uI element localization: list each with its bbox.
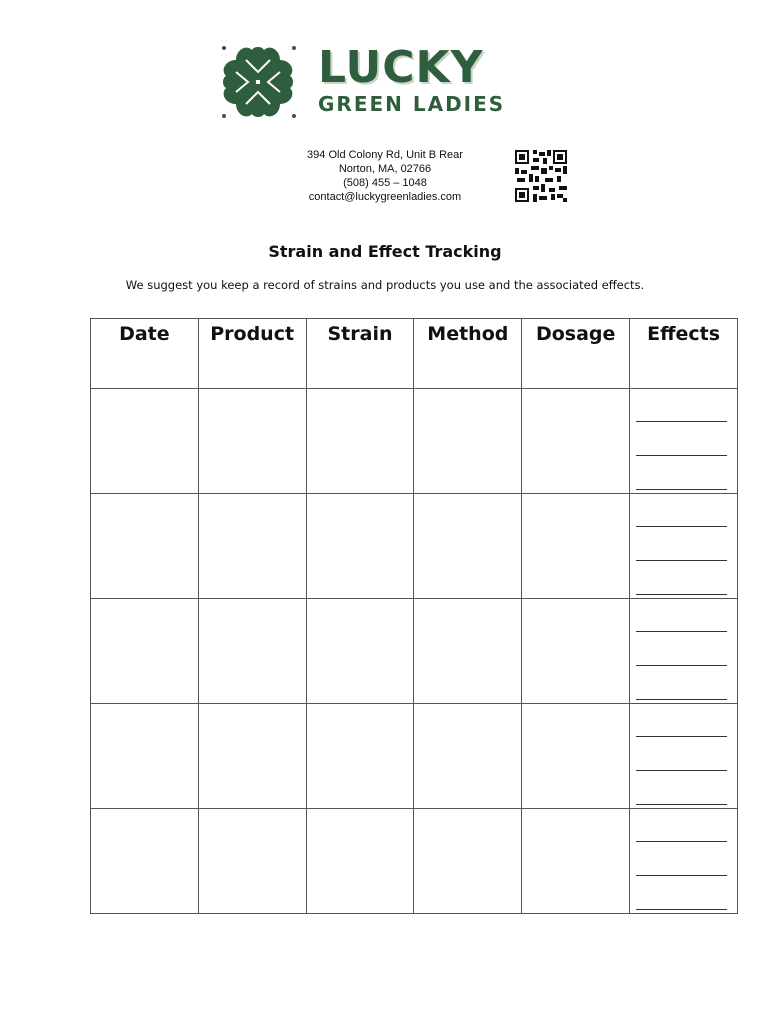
effect-blank-line[interactable] <box>636 909 727 910</box>
table-row <box>91 809 738 914</box>
column-header-date: Date <box>91 319 199 389</box>
product-cell[interactable] <box>198 389 306 494</box>
strain-cell[interactable] <box>306 599 414 704</box>
dosage-cell[interactable] <box>522 389 630 494</box>
effect-blank-line[interactable] <box>636 841 727 842</box>
date-cell[interactable] <box>91 809 199 914</box>
date-cell[interactable] <box>91 389 199 494</box>
method-cell[interactable] <box>414 389 522 494</box>
phone-number: (508) 455 – 1048 <box>343 177 427 189</box>
contact-block <box>290 148 480 204</box>
effect-blank-line[interactable] <box>636 736 727 737</box>
effects-cell[interactable] <box>630 389 738 494</box>
table-row <box>91 389 738 494</box>
table-row <box>91 599 738 704</box>
method-cell[interactable] <box>414 599 522 704</box>
column-header-dosage: Dosage <box>522 319 630 389</box>
column-header-effects: Effects <box>630 319 738 389</box>
strain-cell[interactable] <box>306 704 414 809</box>
effect-blank-line[interactable] <box>636 875 727 876</box>
strain-cell[interactable] <box>306 389 414 494</box>
column-header-strain: Strain <box>306 319 414 389</box>
strain-cell[interactable] <box>306 809 414 914</box>
dosage-cell[interactable] <box>522 599 630 704</box>
column-header-product: Product <box>198 319 306 389</box>
page-title: Strain and Effect Tracking <box>268 242 502 261</box>
dosage-cell[interactable] <box>522 494 630 599</box>
effect-blank-line[interactable] <box>636 455 727 456</box>
effect-blank-line[interactable] <box>636 804 727 805</box>
product-cell[interactable] <box>198 599 306 704</box>
column-header-method: Method <box>414 319 522 389</box>
date-cell[interactable] <box>91 494 199 599</box>
effect-blank-line[interactable] <box>636 770 727 771</box>
address-line-2: Norton, MA, 02766 <box>338 163 432 175</box>
page-subtitle: We suggest you keep a record of strains and products you use and the associated effects. <box>125 278 645 292</box>
effect-blank-line[interactable] <box>636 526 727 527</box>
dosage-cell[interactable] <box>522 809 630 914</box>
date-cell[interactable] <box>91 704 199 809</box>
table-body <box>91 389 738 914</box>
email-address: contact@luckygreenladies.com <box>308 191 462 203</box>
effect-blank-line[interactable] <box>636 699 727 700</box>
product-cell[interactable] <box>198 494 306 599</box>
method-cell[interactable] <box>414 809 522 914</box>
tracking-table <box>90 318 738 914</box>
effect-blank-line[interactable] <box>636 421 727 422</box>
product-cell[interactable] <box>198 809 306 914</box>
brand-logo <box>206 40 546 124</box>
table-row <box>91 494 738 599</box>
effect-blank-line[interactable] <box>636 489 727 490</box>
brand-name-bottom: GREEN LADIES <box>318 92 506 116</box>
dosage-cell[interactable] <box>522 704 630 809</box>
qr-code-icon <box>515 150 567 202</box>
effects-cell[interactable] <box>630 599 738 704</box>
effects-cell[interactable] <box>630 809 738 914</box>
product-cell[interactable] <box>198 704 306 809</box>
address-line-1: 394 Old Colony Rd, Unit B Rear <box>307 149 463 161</box>
method-cell[interactable] <box>414 704 522 809</box>
effects-cell[interactable] <box>630 494 738 599</box>
effect-blank-line[interactable] <box>636 594 727 595</box>
table-row <box>91 704 738 809</box>
brand-name-top: LUCKY <box>318 42 484 93</box>
effects-cell[interactable] <box>630 704 738 809</box>
method-cell[interactable] <box>414 494 522 599</box>
table-header-row <box>91 319 738 389</box>
clover-icon <box>206 40 310 124</box>
strain-cell[interactable] <box>306 494 414 599</box>
effect-blank-line[interactable] <box>636 560 727 561</box>
effect-blank-line[interactable] <box>636 665 727 666</box>
date-cell[interactable] <box>91 599 199 704</box>
effect-blank-line[interactable] <box>636 631 727 632</box>
